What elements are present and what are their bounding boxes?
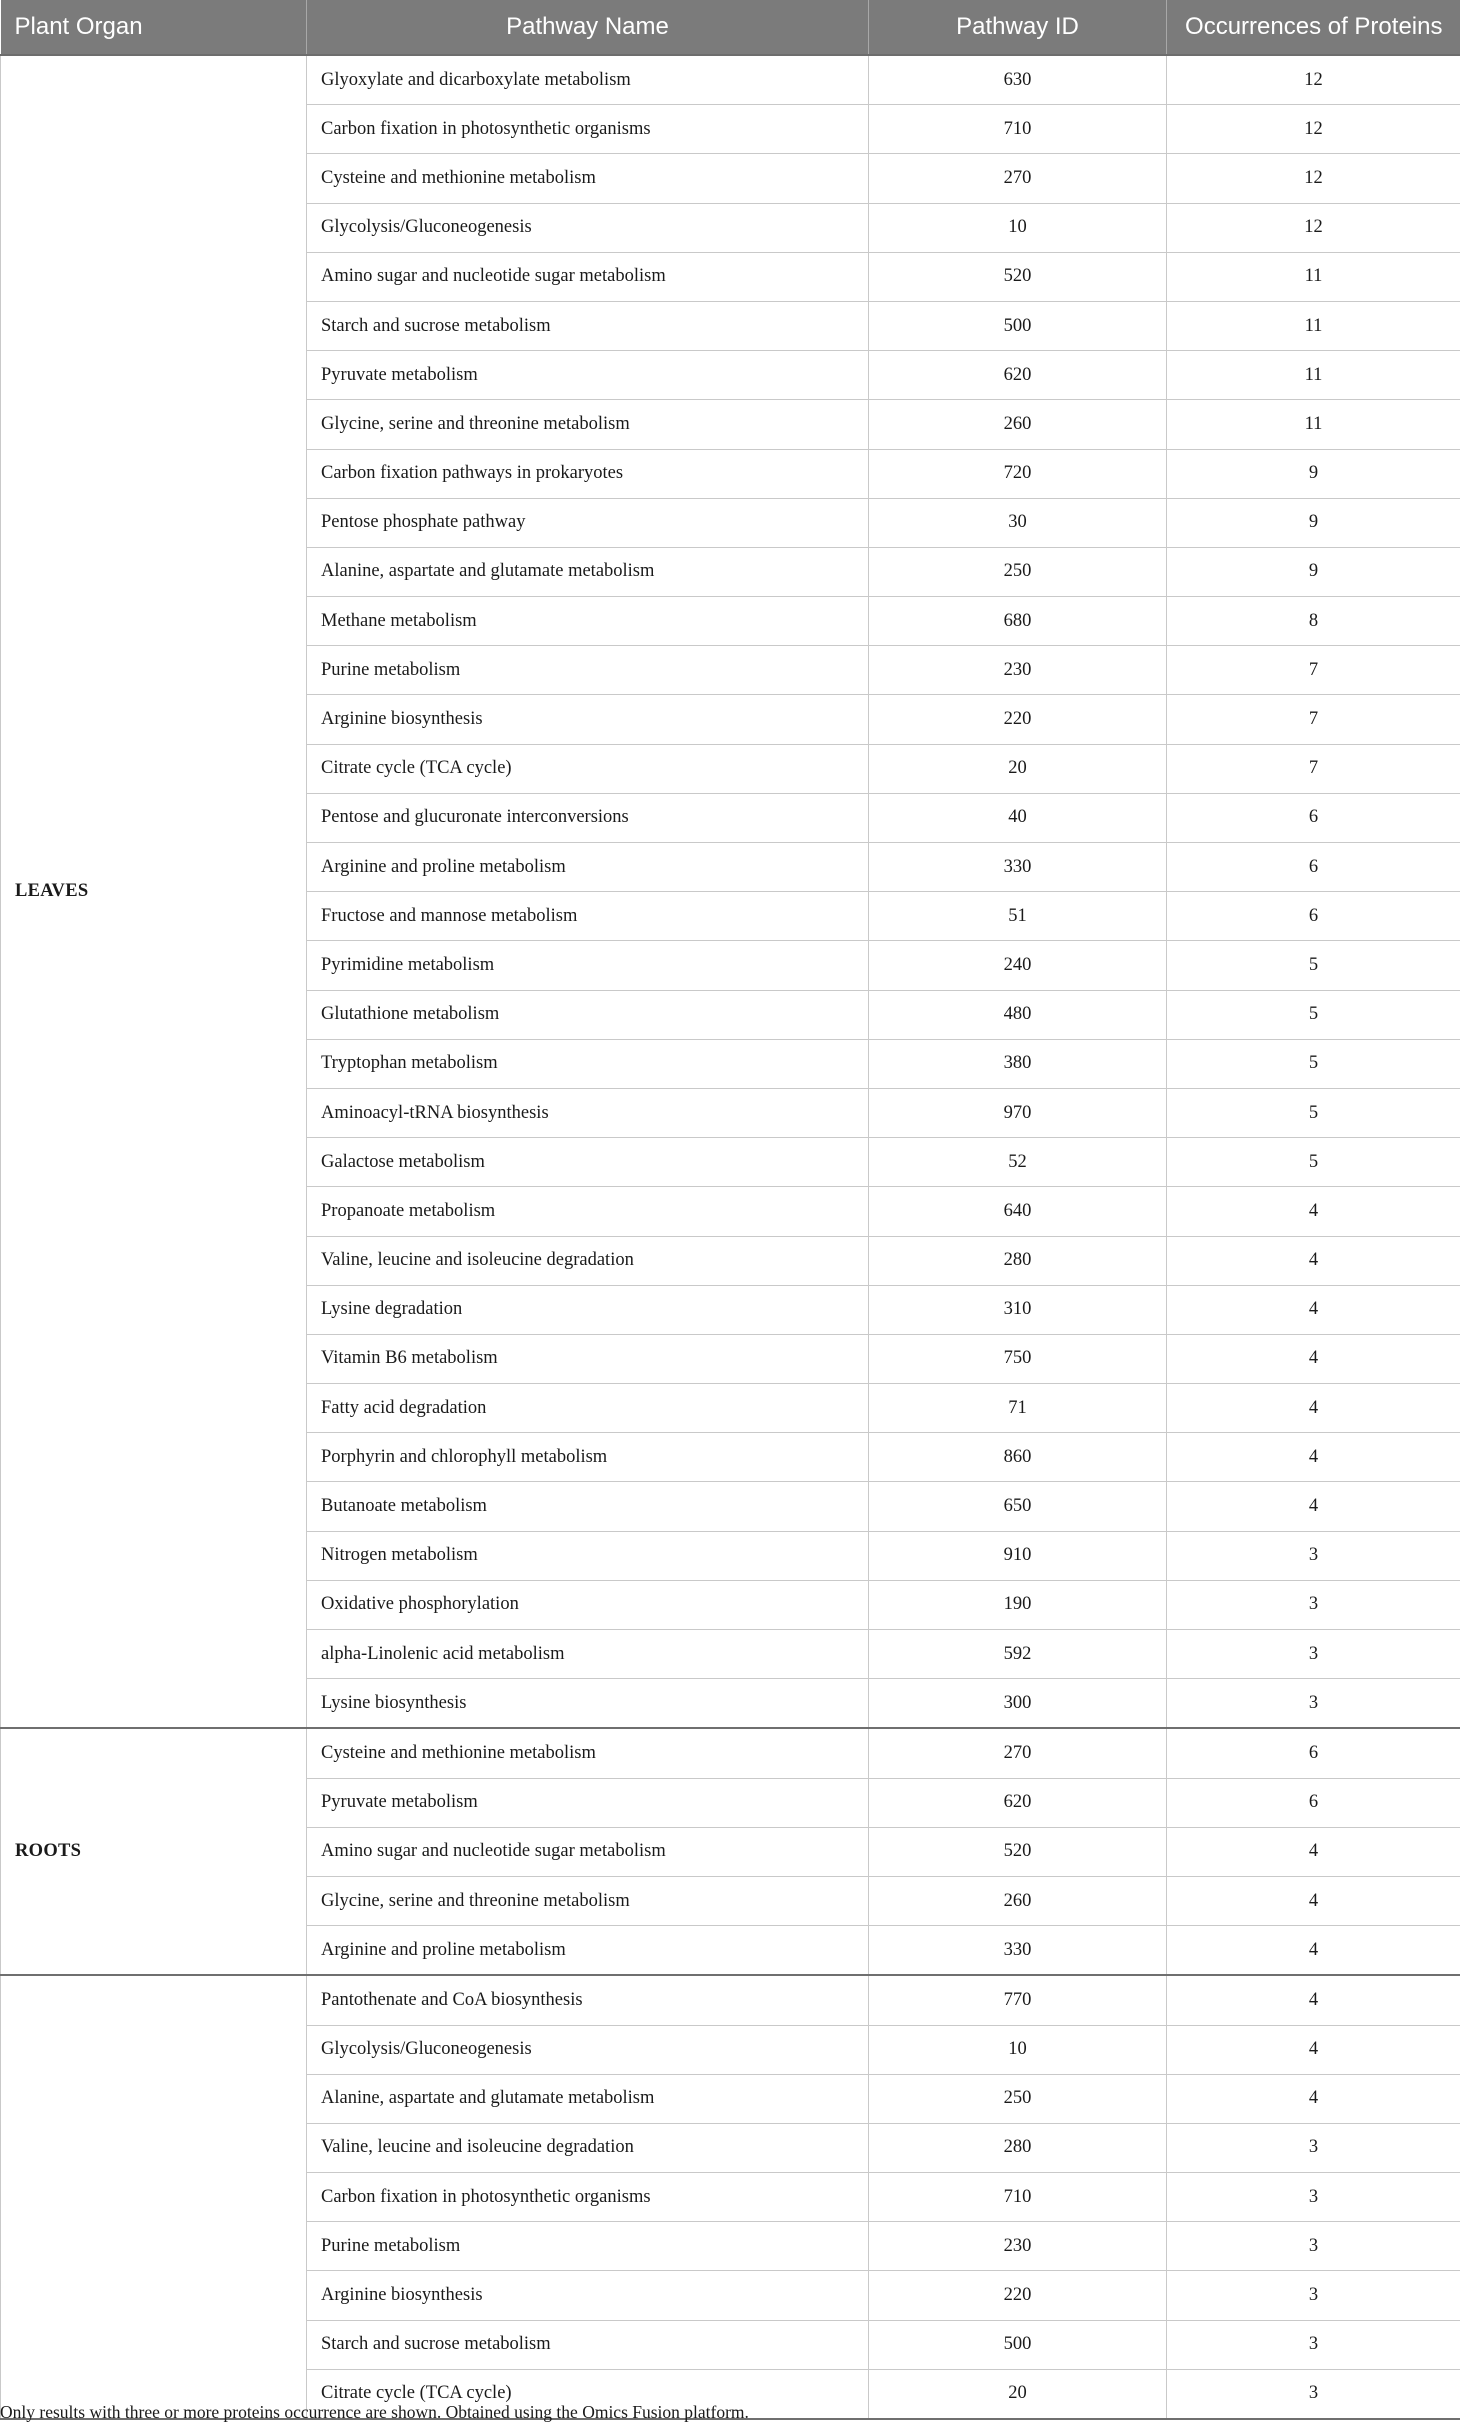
occurrences-cell: 4: [1167, 2025, 1460, 2074]
occurrences-cell: 7: [1167, 646, 1460, 695]
pathway-name-cell: Arginine biosynthesis: [307, 695, 869, 744]
occurrences-cell: 11: [1167, 400, 1460, 449]
table-header-row: [1, 0, 1460, 55]
pathway-id-cell: 260: [869, 400, 1167, 449]
occurrences-cell: 4: [1167, 1975, 1460, 2025]
pathway-name-cell: Galactose metabolism: [307, 1138, 869, 1187]
pathway-name-cell: Amino sugar and nucleotide sugar metabolism: [307, 252, 869, 301]
pathway-name-cell: Pyruvate metabolism: [307, 351, 869, 400]
pathway-name-cell: Carbon fixation in photosynthetic organisms: [307, 105, 869, 154]
pathway-name-cell: Carbon fixation in photosynthetic organisms: [307, 2173, 869, 2222]
pathway-id-cell: 300: [869, 1679, 1167, 1729]
pathway-id-cell: 720: [869, 449, 1167, 498]
pathway-id-cell: 52: [869, 1138, 1167, 1187]
pathway-id-cell: 620: [869, 1778, 1167, 1827]
occurrences-cell: 3: [1167, 2173, 1460, 2222]
occurrences-cell: 5: [1167, 941, 1460, 990]
pathway-name-cell: Purine metabolism: [307, 2222, 869, 2271]
occurrences-cell: 4: [1167, 2074, 1460, 2123]
occurrences-cell: 3: [1167, 2123, 1460, 2172]
pathway-name-cell: Vitamin B6 metabolism: [307, 1334, 869, 1383]
pathway-id-cell: 310: [869, 1285, 1167, 1334]
pathway-id-cell: 500: [869, 2320, 1167, 2369]
pathway-id-cell: 330: [869, 843, 1167, 892]
occurrences-cell: 12: [1167, 154, 1460, 203]
pathway-id-cell: 910: [869, 1531, 1167, 1580]
plant-organ-cell: LEAVES: [1, 55, 307, 1728]
occurrences-cell: 11: [1167, 351, 1460, 400]
occurrences-cell: 12: [1167, 105, 1460, 154]
table-row: [1, 1975, 1460, 2025]
occurrences-cell: 4: [1167, 1236, 1460, 1285]
pathway-name-cell: Glycolysis/Gluconeogenesis: [307, 203, 869, 252]
pathway-id-cell: 230: [869, 646, 1167, 695]
pathway-name-cell: Carbon fixation pathways in prokaryotes: [307, 449, 869, 498]
pathway-id-cell: 480: [869, 990, 1167, 1039]
pathway-name-cell: Tryptophan metabolism: [307, 1039, 869, 1088]
pathway-id-cell: 630: [869, 55, 1167, 105]
occurrences-cell: 5: [1167, 990, 1460, 1039]
pathway-id-cell: 592: [869, 1630, 1167, 1679]
occurrences-cell: 5: [1167, 1039, 1460, 1088]
pathway-id-cell: 270: [869, 1728, 1167, 1778]
occurrences-cell: 5: [1167, 1088, 1460, 1137]
occurrences-cell: 12: [1167, 203, 1460, 252]
occurrences-cell: 3: [1167, 1531, 1460, 1580]
pathway-name-cell: Fructose and mannose metabolism: [307, 892, 869, 941]
table-body: [1, 55, 1460, 2419]
pathway-id-cell: 10: [869, 203, 1167, 252]
pathway-name-cell: Pentose and glucuronate interconversions: [307, 793, 869, 842]
pathway-name-cell: Cysteine and methionine metabolism: [307, 154, 869, 203]
occurrences-cell: 4: [1167, 1926, 1460, 1976]
pathway-id-cell: 20: [869, 744, 1167, 793]
pathway-name-cell: Amino sugar and nucleotide sugar metabolism: [307, 1827, 869, 1876]
pathway-id-cell: 620: [869, 351, 1167, 400]
occurrences-cell: 3: [1167, 1580, 1460, 1629]
occurrences-cell: 4: [1167, 1827, 1460, 1876]
pathway-id-cell: 970: [869, 1088, 1167, 1137]
pathway-id-cell: 20: [869, 2369, 1167, 2419]
pathway-name-cell: Glyoxylate and dicarboxylate metabolism: [307, 55, 869, 105]
occurrences-cell: 4: [1167, 1433, 1460, 1482]
pathway-name-cell: Pantothenate and CoA biosynthesis: [307, 1975, 869, 2025]
pathway-name-cell: Glycolysis/Gluconeogenesis: [307, 2025, 869, 2074]
pathway-name-cell: Methane metabolism: [307, 597, 869, 646]
pathway-name-cell: Alanine, aspartate and glutamate metabolism: [307, 2074, 869, 2123]
occurrences-cell: 6: [1167, 793, 1460, 842]
pathway-id-cell: 220: [869, 695, 1167, 744]
pathway-name-cell: Propanoate metabolism: [307, 1187, 869, 1236]
occurrences-cell: 4: [1167, 1334, 1460, 1383]
occurrences-cell: 9: [1167, 547, 1460, 596]
pathway-name-cell: Citrate cycle (TCA cycle): [307, 2369, 869, 2419]
pathway-name-cell: Nitrogen metabolism: [307, 1531, 869, 1580]
pathway-name-cell: Arginine and proline metabolism: [307, 1926, 869, 1976]
occurrences-cell: 9: [1167, 498, 1460, 547]
pathway-name-cell: Valine, leucine and isoleucine degradation: [307, 2123, 869, 2172]
pathway-name-cell: Aminoacyl-tRNA biosynthesis: [307, 1088, 869, 1137]
pathway-id-cell: 240: [869, 941, 1167, 990]
pathway-id-cell: 30: [869, 498, 1167, 547]
table-row: [1, 55, 1460, 105]
pathway-id-cell: 51: [869, 892, 1167, 941]
occurrences-cell: 6: [1167, 1778, 1460, 1827]
occurrences-cell: 4: [1167, 1482, 1460, 1531]
pathway-id-cell: 260: [869, 1876, 1167, 1925]
occurrences-cell: 7: [1167, 744, 1460, 793]
occurrences-cell: 3: [1167, 2271, 1460, 2320]
pathway-id-cell: 190: [869, 1580, 1167, 1629]
pathway-id-cell: 220: [869, 2271, 1167, 2320]
plant-organ-cell: ROOTS: [1, 1728, 307, 1975]
occurrences-cell: 5: [1167, 1138, 1460, 1187]
occurrences-cell: 3: [1167, 1630, 1460, 1679]
occurrences-cell: 4: [1167, 1876, 1460, 1925]
pathway-name-cell: Glycine, serine and threonine metabolism: [307, 1876, 869, 1925]
pathway-id-cell: 230: [869, 2222, 1167, 2271]
pathway-name-cell: Starch and sucrose metabolism: [307, 301, 869, 350]
pathway-id-cell: 280: [869, 1236, 1167, 1285]
pathway-id-cell: 280: [869, 2123, 1167, 2172]
pathway-id-cell: 520: [869, 1827, 1167, 1876]
pathway-id-cell: 40: [869, 793, 1167, 842]
pathway-id-cell: 860: [869, 1433, 1167, 1482]
pathway-id-cell: 770: [869, 1975, 1167, 2025]
pathway-name-cell: Fatty acid degradation: [307, 1384, 869, 1433]
plant-organ-cell: [1, 1975, 307, 2419]
pathway-name-cell: alpha-Linolenic acid metabolism: [307, 1630, 869, 1679]
pathway-name-cell: Glycine, serine and threonine metabolism: [307, 400, 869, 449]
pathway-id-cell: 500: [869, 301, 1167, 350]
pathway-id-cell: 520: [869, 252, 1167, 301]
occurrences-cell: 3: [1167, 2320, 1460, 2369]
pathway-id-cell: 71: [869, 1384, 1167, 1433]
occurrences-cell: 7: [1167, 695, 1460, 744]
pathway-id-cell: 250: [869, 2074, 1167, 2123]
pathway-name-cell: Lysine biosynthesis: [307, 1679, 869, 1729]
pathway-id-cell: 270: [869, 154, 1167, 203]
pathway-id-cell: 650: [869, 1482, 1167, 1531]
occurrences-cell: 3: [1167, 2369, 1460, 2419]
occurrences-cell: 3: [1167, 1679, 1460, 1729]
pathway-id-cell: 750: [869, 1334, 1167, 1383]
pathway-id-cell: 680: [869, 597, 1167, 646]
pathway-name-cell: Pentose phosphate pathway: [307, 498, 869, 547]
occurrences-cell: 11: [1167, 301, 1460, 350]
header-pathway-id: Pathway ID: [869, 0, 1167, 55]
pathway-name-cell: Porphyrin and chlorophyll metabolism: [307, 1433, 869, 1482]
pathway-name-cell: Glutathione metabolism: [307, 990, 869, 1039]
occurrences-cell: 4: [1167, 1384, 1460, 1433]
pathway-id-cell: 250: [869, 547, 1167, 596]
occurrences-cell: 12: [1167, 55, 1460, 105]
pathway-name-cell: Butanoate metabolism: [307, 1482, 869, 1531]
occurrences-cell: 4: [1167, 1187, 1460, 1236]
pathway-name-cell: Pyrimidine metabolism: [307, 941, 869, 990]
table-footnote: Only results with three or more proteins occurrence are shown. Obtained using the Omics Fusion platform.: [0, 2402, 749, 2422]
pathway-id-cell: 10: [869, 2025, 1167, 2074]
pathway-id-cell: 710: [869, 2173, 1167, 2222]
header-plant-organ: Plant Organ: [1, 0, 307, 55]
pathway-name-cell: Valine, leucine and isoleucine degradation: [307, 1236, 869, 1285]
header-pathway-name: Pathway Name: [307, 0, 869, 55]
pathway-id-cell: 640: [869, 1187, 1167, 1236]
occurrences-cell: 6: [1167, 892, 1460, 941]
pathway-name-cell: Pyruvate metabolism: [307, 1778, 869, 1827]
occurrences-cell: 3: [1167, 2222, 1460, 2271]
pathway-id-cell: 380: [869, 1039, 1167, 1088]
occurrences-cell: 8: [1167, 597, 1460, 646]
pathway-name-cell: Cysteine and methionine metabolism: [307, 1728, 869, 1778]
pathway-name-cell: Arginine and proline metabolism: [307, 843, 869, 892]
pathway-name-cell: Starch and sucrose metabolism: [307, 2320, 869, 2369]
occurrences-cell: 11: [1167, 252, 1460, 301]
pathway-id-cell: 710: [869, 105, 1167, 154]
pathway-id-cell: 330: [869, 1926, 1167, 1976]
pathway-name-cell: Purine metabolism: [307, 646, 869, 695]
occurrences-cell: 6: [1167, 843, 1460, 892]
pathway-name-cell: Oxidative phosphorylation: [307, 1580, 869, 1629]
pathway-name-cell: Arginine biosynthesis: [307, 2271, 869, 2320]
occurrences-cell: 4: [1167, 1285, 1460, 1334]
pathway-name-cell: Lysine degradation: [307, 1285, 869, 1334]
table-row: [1, 1728, 1460, 1778]
pathway-name-cell: Citrate cycle (TCA cycle): [307, 744, 869, 793]
occurrences-cell: 6: [1167, 1728, 1460, 1778]
pathway-name-cell: Alanine, aspartate and glutamate metabolism: [307, 547, 869, 596]
header-occurrences: Occurrences of Proteins: [1167, 0, 1460, 55]
occurrences-cell: 9: [1167, 449, 1460, 498]
